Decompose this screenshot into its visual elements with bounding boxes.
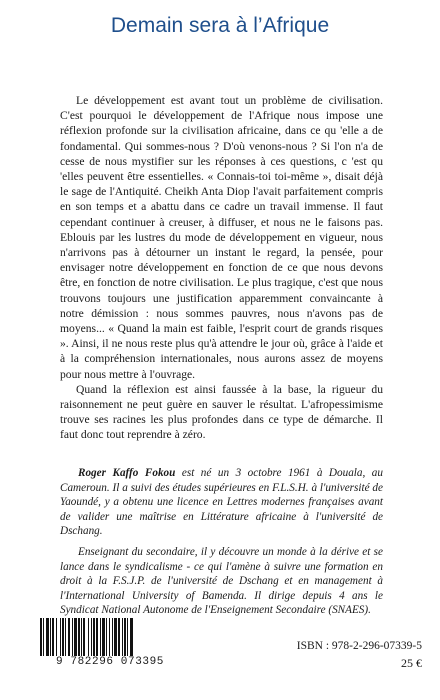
bio-paragraph: Enseignant du secondaire, il y découvre un monde à la dérive et se lance dans le syndicalisme - ce qui l'amène à suivre une formation en droit à la F.S.J.P. de l'université de Dschang et en management à l'International University of Bamenda. Il dirige depuis 4 ans le Syndicat National Autonome de l'Enseignement Secondaire (SNAES). [60, 545, 383, 617]
blurb-text [60, 93, 383, 443]
author-name: Roger Kaffo Fokou [78, 467, 176, 479]
bio-paragraph [60, 466, 383, 539]
barcode [36, 618, 184, 670]
bio-text: est né un 3 octobre 1961 à Douala, au Cameroun. Il a suivi des études supérieures en F.L.S.H. à l'université de Yaoundé, y a obtenu une licence en Lettres modernes françaises avant de valider une maîtrise en Littérature africaine à l'université de Dschang. [60, 467, 383, 538]
isbn: ISBN : 978-2-296-07339-5 [296, 640, 422, 652]
blurb-paragraph: Le développement est avant tout un problème de civilisation. C'est pourquoi le développement de l'Afrique nous impose une réflexion profonde sur la civilisation africaine, dans ce qu 'elle a de fondamental. Qui sommes-nous ? D'où venons-nous ? Si l'on n'a de cesse de nous mystifier sur les réponses à ces questions, c 'est qu 'elles peuvent être essentielles. « Connais-toi toi-même », disait déjà le sage de l'Antiquité. Cheikh Anta Diop l'avait parfaitement compris en son temps et a abattu dans ce cadre un travail immense. Il faut cependant continuer à creuser, à diffuser, et nous ne le faisons pas. Eblouis par les lustres du mode de développement en vigueur, nous n'arrivons pas à détourner un instant le regard, la pensée, pour envisager notre développement en fonction de ce que nous devons être, en fonction de notre civilisation. Le plus tragique, c'est que nous trouvons toujours une justification apparemment convaincante à notre démission : nous sommes pauvres, nous n'avons pas de moyens... « Quand la main est faible, l'esprit court de grands risques ». Ainsi, il ne nous reste plus qu'à attendre le jour où, grâce à l'aide et à la compréhension internationales, nous aurons assez de moyens pour nous mettre à l'ouvrage. [60, 94, 383, 381]
blurb-paragraph: Quand la réflexion est ainsi faussée à la base, la rigueur du raisonnement ne peut guère en sauver le résultat. L'afropessimisme trouve ses racines les plus profondes dans ce type de démarche. Il faut donc tout reprendre à zéro. [60, 382, 383, 442]
author-bio [60, 466, 383, 624]
price: 25 € [401, 656, 422, 670]
book-title: Demain sera à l’Afrique [110, 14, 330, 37]
barcode-bars [36, 618, 184, 658]
barcode-number: 9 782296 073395 [36, 656, 184, 668]
